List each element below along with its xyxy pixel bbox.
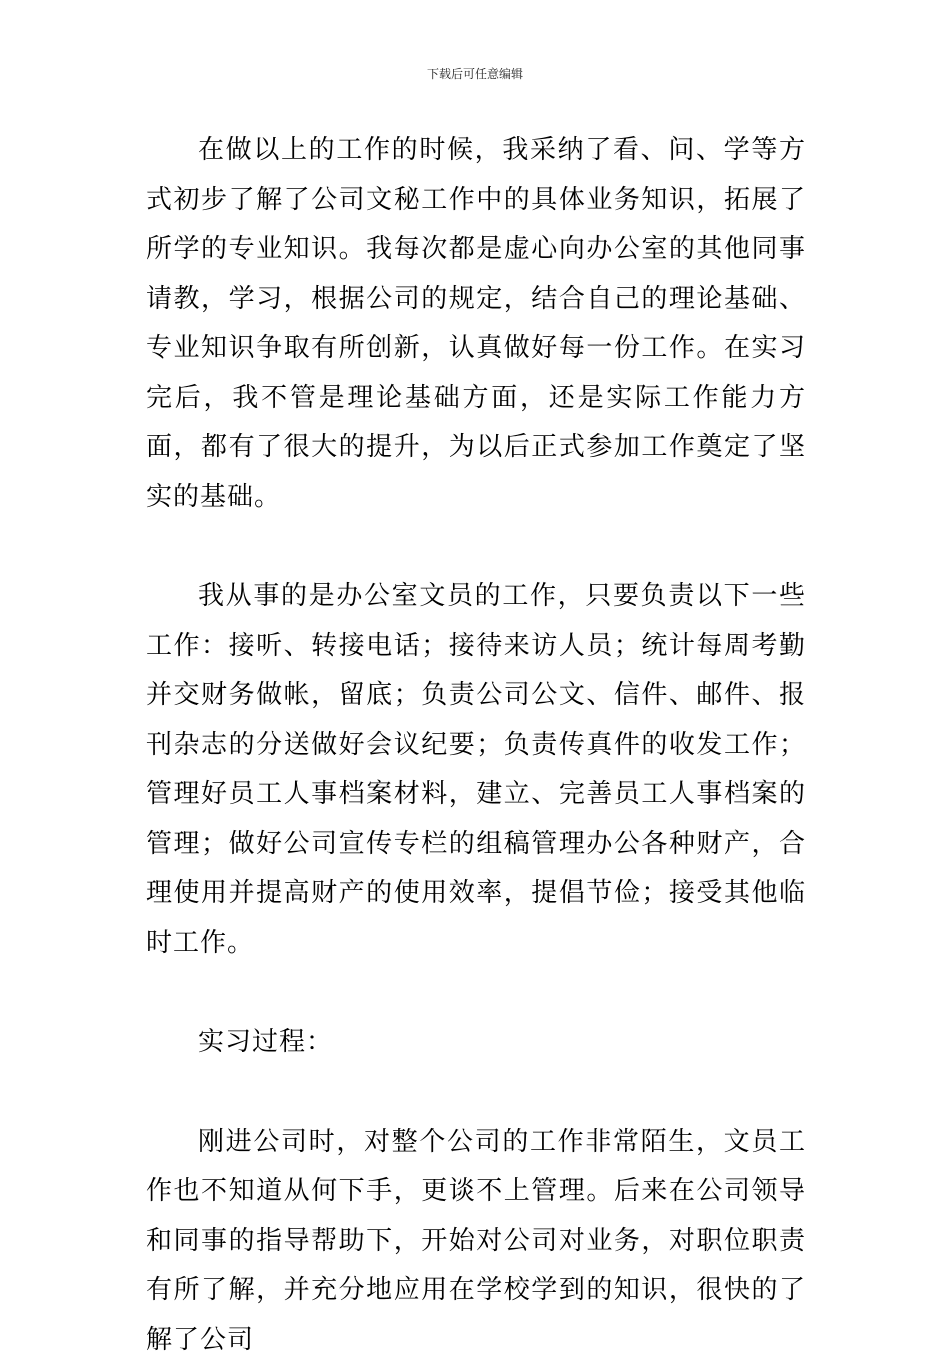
paragraph-work-methods: 在做以上的工作的时候，我采纳了看、问、学等方式初步了解了公司文秘工作中的具体业务知识，拓展了所学的专业知识。我每次都是虚心向办公室的其他同事请教，学习，根据公司的规定，结合自己的理论基础、专业知识争取有所创新，认真做好每一份工作。在实习完后，我不管是理论基础方面，还是实际工作能力方面，都有了很大的提升，为以后正式参加工作奠定了坚实的基础。	[146, 126, 806, 522]
paragraph-internship-start: 刚进公司时，对整个公司的工作非常陌生，文员工作也不知道从何下手，更谈不上管理。后来在公司领导和同事的指导帮助下，开始对公司对业务，对职位职责有所了解，并充分地应用在学校学到的知识，很快的了解了公司	[146, 1118, 806, 1365]
document-body	[146, 126, 806, 1365]
paragraph-job-duties: 我从事的是办公室文员的工作，只要负责以下一些工作：接听、转接电话；接待来访人员；统计每周考勤并交财务做帐，留底；负责公司公文、信件、邮件、报刊杂志的分送做好会议纪要；负责传真件的收发工作；管理好员工人事档案材料，建立、完善员工人事档案的管理；做好公司宣传专栏的组稿管理办公各种财产，合理使用并提高财产的使用效率，提倡节俭；接受其他临时工作。	[146, 572, 806, 968]
page-header-note: 下载后可任意编辑	[0, 66, 950, 82]
section-heading-internship-process: 实习过程：	[146, 1018, 806, 1068]
